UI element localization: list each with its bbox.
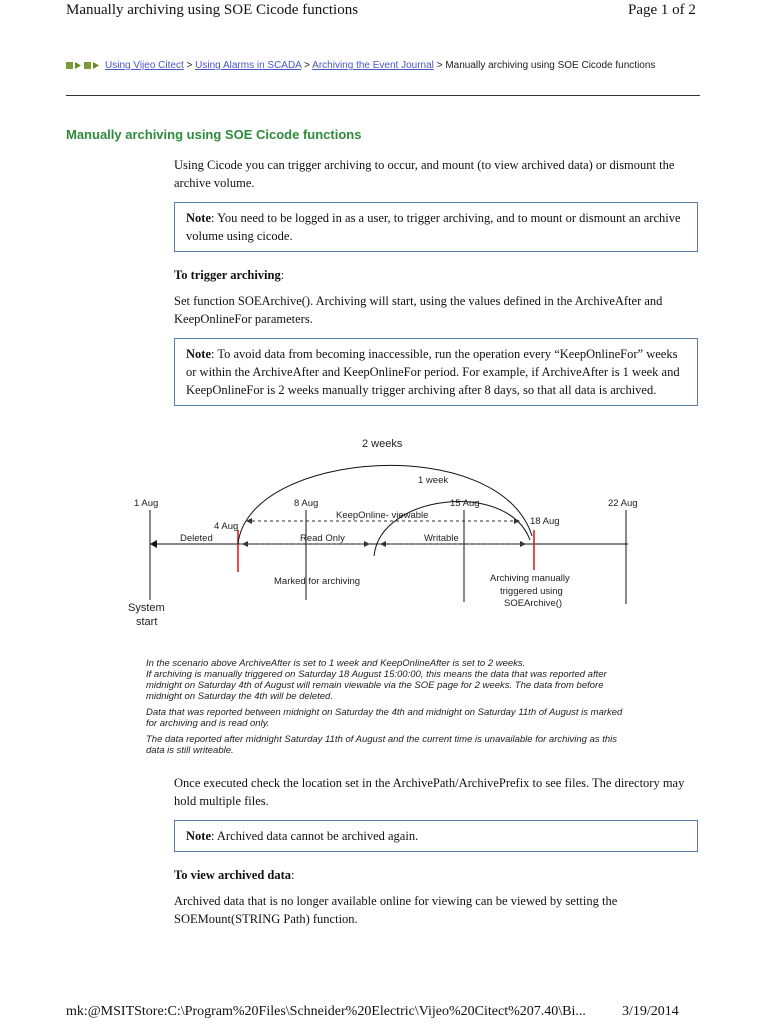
label-system: System	[128, 602, 165, 614]
heading-colon: :	[291, 868, 295, 882]
label-one-week: 1 week	[418, 475, 449, 486]
caption-line-1: In the scenario above ArchiveAfter is set to 1 week and KeepOnlineAfter is set to 2 weeks.	[146, 658, 526, 669]
breadcrumb-separator: >	[304, 60, 310, 71]
note-label: Note	[186, 829, 211, 843]
note-box-inaccessible	[174, 338, 698, 406]
caption-line-3: Data that was reported between midnight on Saturday the 4th and midnight on Saturday 11th of August is marked for archiving and is read only.	[146, 707, 623, 729]
intro-paragraph: Using Cicode you can trigger archiving to occur, and mount (to view archived data) or dismount the archive volume.	[174, 158, 675, 190]
label-1-aug: 1 Aug	[134, 498, 159, 509]
note-label: Note	[186, 347, 211, 361]
label-start: start	[136, 616, 158, 628]
breadcrumb-separator: >	[436, 60, 443, 71]
label-keeponline-viewable: KeepOnline- viewable	[336, 510, 429, 521]
label-4-aug: 4 Aug	[214, 521, 239, 532]
label-18-aug: 18 Aug	[530, 516, 560, 527]
executed-paragraph: Once executed check the location set in the ArchivePath/ArchivePrefix to see files. The directory may hold multiple files.	[174, 776, 685, 808]
label-deleted: Deleted	[180, 533, 213, 544]
view-heading	[174, 868, 295, 883]
trigger-heading	[174, 268, 284, 283]
header-divider	[66, 95, 700, 96]
breadcrumb-nav-icon[interactable]	[66, 61, 102, 70]
footer-path: mk:@MSITStore:C:\Program%20Files\Schneider%20Electric\Vijeo%20Citect%207.40\Bi...	[66, 1004, 586, 1019]
note-text: : To avoid data from becoming inaccessible, run the operation every “KeepOnlineFor” weeks or within the ArchiveAfter and KeepOnlineFor period. For example, if ArchiveAfter is 1 week and KeepOnlineFor is 2 weeks manually trigger archiving after 8 days, so that all data is archived.	[186, 347, 680, 397]
note-label: Note	[186, 211, 211, 225]
breadcrumb-link-archiving-event-journal[interactable]: Archiving the Event Journal	[312, 60, 434, 71]
diagram-caption	[146, 658, 636, 761]
breadcrumb-link-using-vijeo-citect[interactable]: Using Vijeo Citect	[105, 60, 184, 71]
header-title: Manually archiving using SOE Cicode functions	[66, 2, 359, 18]
two-weeks-arc	[238, 465, 532, 544]
label-archiving-manually-1: Archiving manually	[490, 573, 570, 584]
caption-line-2: If archiving is manually triggered on Saturday 18 August 15:00:00, this means the data that was reported after midnight on Saturday 4th of August will remain viewable via the SOE page for 2 weeks. The data from before midnight on Saturday the 4th will be deleted.	[146, 669, 607, 702]
label-archiving-manually-2: triggered using	[500, 586, 563, 597]
note-text: : Archived data cannot be archived again.	[211, 829, 419, 843]
view-paragraph: Archived data that is no longer available online for viewing can be viewed by setting the SOEMount(STRING Path) function.	[174, 894, 618, 926]
label-15-aug: 15 Aug	[450, 498, 480, 509]
note-box-login	[174, 202, 698, 252]
trigger-paragraph: Set function SOEArchive(). Archiving will start, using the values defined in the ArchiveAfter and KeepOnlineFor parameters.	[174, 294, 663, 326]
page-number: Page 1 of 2	[628, 2, 696, 18]
trigger-heading-label: To trigger archiving	[174, 268, 281, 282]
breadcrumb	[66, 60, 706, 72]
footer-date: 3/19/2014	[622, 1004, 679, 1019]
archiving-timeline-diagram	[0, 430, 768, 650]
breadcrumb-separator: >	[186, 60, 193, 71]
label-two-weeks: 2 weeks	[362, 438, 403, 450]
breadcrumb-link-using-alarms[interactable]: Using Alarms in SCADA	[195, 60, 302, 71]
heading-colon: :	[280, 268, 285, 282]
note-box-archived	[174, 820, 698, 852]
note-text: : You need to be logged in as a user, to trigger archiving, and to mount or dismount an archive volume using cicode.	[186, 211, 681, 243]
timeline-arrowhead	[150, 540, 157, 548]
label-8-aug: 8 Aug	[294, 498, 319, 509]
label-writable: Writable	[424, 533, 459, 544]
label-22-aug: 22 Aug	[608, 498, 638, 509]
label-archiving-manually-3: SOEArchive()	[504, 598, 563, 609]
label-read-only: Read Only	[300, 533, 345, 544]
breadcrumb-current: Manually archiving using SOE Cicode functions	[445, 60, 656, 71]
page-title: Manually archiving using SOE Cicode functions	[66, 127, 362, 142]
label-marked-for-archiving: Marked for archiving	[274, 576, 361, 587]
view-heading-label: To view archived data	[174, 868, 292, 882]
caption-line-4: The data reported after midnight Saturday 11th of August and the current time is unavailable for archiving as this data is still writeable.	[146, 734, 618, 756]
